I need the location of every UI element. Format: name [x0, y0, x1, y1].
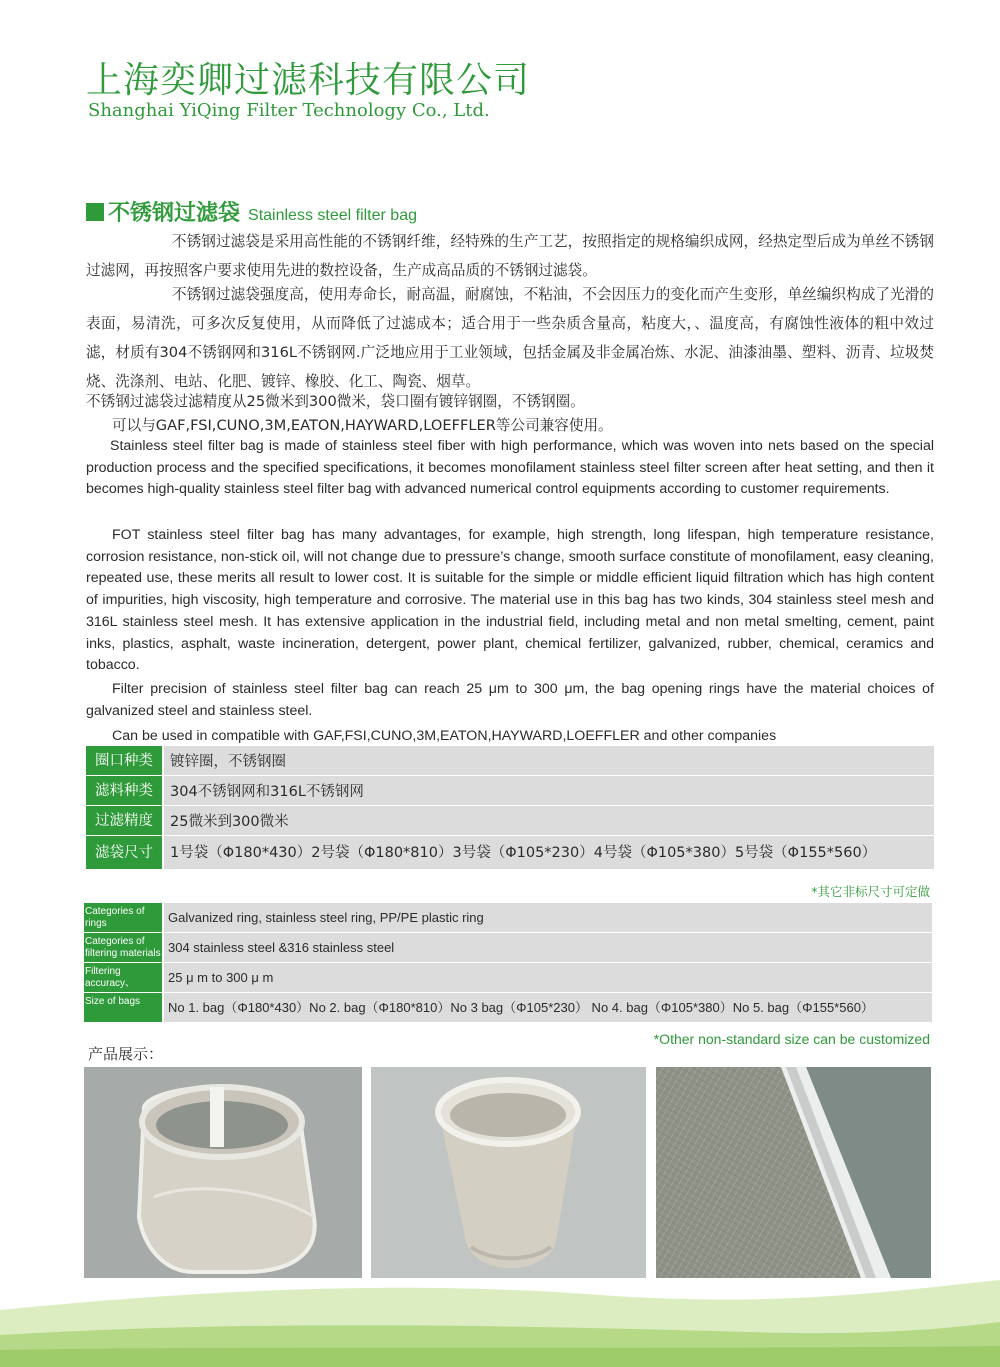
spec-label: Categories of rings [84, 903, 162, 933]
spec-label: Size of bags [84, 993, 162, 1023]
product-photo-filter-bag-mesh [371, 1067, 646, 1278]
spec-row-ring-type [86, 746, 934, 776]
decorative-grass-background [0, 1250, 1000, 1367]
spec-row-materials [84, 933, 932, 963]
spec-value: 1号袋（Φ180*430）2号袋（Φ180*810）3号袋（Φ105*230）4号袋（Φ105*380）5号袋（Φ155*560） [164, 836, 934, 870]
products-label: 产品展示： [88, 1045, 164, 1063]
spec-label: Categories of filtering materials [84, 933, 162, 963]
spec-row-size [86, 836, 934, 870]
spec-row-sizes [84, 993, 932, 1023]
spec-table-cn [86, 746, 934, 870]
spec-label: Filtering accuracy、 [84, 963, 162, 993]
body-en-paragraph-1: Stainless steel filter bag is made of stainless steel fiber with high performance, which was woven into nets based on the special production process and the specified specifications, it becomes monofilament stainless steel filter screen after heat setting, and then it becomes high-quality stainless steel filter bag with advanced numerical control equipments according to customer requirements. [86, 438, 934, 498]
spec-row-material [86, 776, 934, 806]
body-cn-paragraph-1: 不锈钢过滤袋是采用高性能的不锈钢纤维，经特殊的生产工艺，按照指定的规格编织成网，经热定型后成为单丝不锈钢过滤网，再按照客户要求使用先进的数控设备，生产成高品质的不锈钢过滤袋。 [86, 233, 934, 279]
spec-table-en [84, 903, 932, 1023]
spec-label: 圈口种类 [86, 746, 162, 776]
spec-label: 滤袋尺寸 [86, 836, 162, 870]
body-cn-paragraph-4: 可以与GAF,FSI,CUNO,3M,EATON,HAYWARD,LOEFFLER等公司兼容使用。 [112, 417, 613, 434]
square-bullet-icon [86, 203, 104, 221]
product-photo-filter-bag-ring [84, 1067, 362, 1278]
section-title-cn: 不锈钢过滤袋 [108, 201, 241, 226]
spec-value: Galvanized ring, stainless steel ring, PP/PE plastic ring [164, 903, 932, 933]
spec-row-precision [86, 806, 934, 836]
section-title-en: Stainless steel filter bag [248, 207, 417, 224]
spec-value: 304不锈钢网和316L不锈钢网 [164, 776, 934, 806]
company-name-en: Shanghai YiQing Filter Technology Co., Ltd. [88, 100, 490, 121]
section-title [86, 196, 417, 227]
spec-row-accuracy [84, 963, 932, 993]
spec-row-rings [84, 903, 932, 933]
spec-value: No 1. bag（Φ180*430）No 2. bag（Φ180*810）No 3 bag（Φ105*230） No 4. bag（Φ105*380）No 5. bag（Φ155*560） [164, 993, 932, 1023]
spec-value: 304 stainless steel &316 stainless steel [164, 933, 932, 963]
company-name-cn: 上海奕卿过滤科技有限公司 [86, 60, 531, 101]
body-en-paragraph-3: Filter precision of stainless steel filter bag can reach 25 μm to 300 μm, the bag opening rings have the material choices of galvanized steel and stainless steel. [86, 681, 934, 719]
note-nonstandard-en: *Other non-standard size can be customized [653, 1031, 930, 1047]
note-nonstandard-cn: *其它非标尺寸可定做 [811, 884, 930, 899]
body-cn-paragraph-2: 不锈钢过滤袋强度高，使用寿命长，耐高温，耐腐蚀，不粘油，不会因压力的变化而产生变形，单丝编织构成了光滑的表面，易清洗，可多次反复使用，从而降低了过滤成本；适合用于一些杂质含量高，粘度大，、温度高，有腐蚀性液体的粗中效过滤，材质有304不锈钢网和316L不锈钢网.广泛地应用于工业领域，包括金属及非金属冶炼、水泥、油漆油墨、塑料、沥青、垃圾焚烧、洗涤剂、电站、化肥、镀锌、橡胶、化工、陶瓷、烟草。 [86, 286, 934, 390]
product-photo-mesh-closeup [656, 1067, 931, 1278]
spec-value: 25微米到300微米 [164, 806, 934, 836]
body-cn-paragraph-3: 不锈钢过滤袋过滤精度从25微米到300微米，袋口圈有镀锌钢圈，不锈钢圈。 [86, 393, 585, 410]
spec-value: 镀锌圈，不锈钢圈 [164, 746, 934, 776]
body-en-paragraph-2: FOT stainless steel filter bag has many advantages, for example, high strength, long lifespan, high temperature resistance, corrosion resistance, non-stick oil, will not change due to pressure’s change, smooth surface constitute of monofilament, easy cleaning, repeated use, these merits all result to lower cost. It is suitable for the simple or middle efficient liquid filtration which has high content of impurities, high viscosity, high temperature and corrosive. The material use in this bag has two kinds, 304 stainless steel mesh and 316L stainless steel mesh. It has extensive application in the industrial field, including metal and non metal smelting, cement, paint inks, plastics, asphalt, waste incineration, detergent, power plant, chemical fertilizer, galvanized, rubber, chemical, ceramics and tobacco. [86, 527, 934, 674]
spec-label: 过滤精度 [86, 806, 162, 836]
spec-label: 滤料种类 [86, 776, 162, 806]
body-en-paragraph-4: Can be used in compatible with GAF,FSI,CUNO,3M,EATON,HAYWARD,LOEFFLER and other companies [112, 728, 777, 744]
spec-value: 25 μ m to 300 μ m [164, 963, 932, 993]
